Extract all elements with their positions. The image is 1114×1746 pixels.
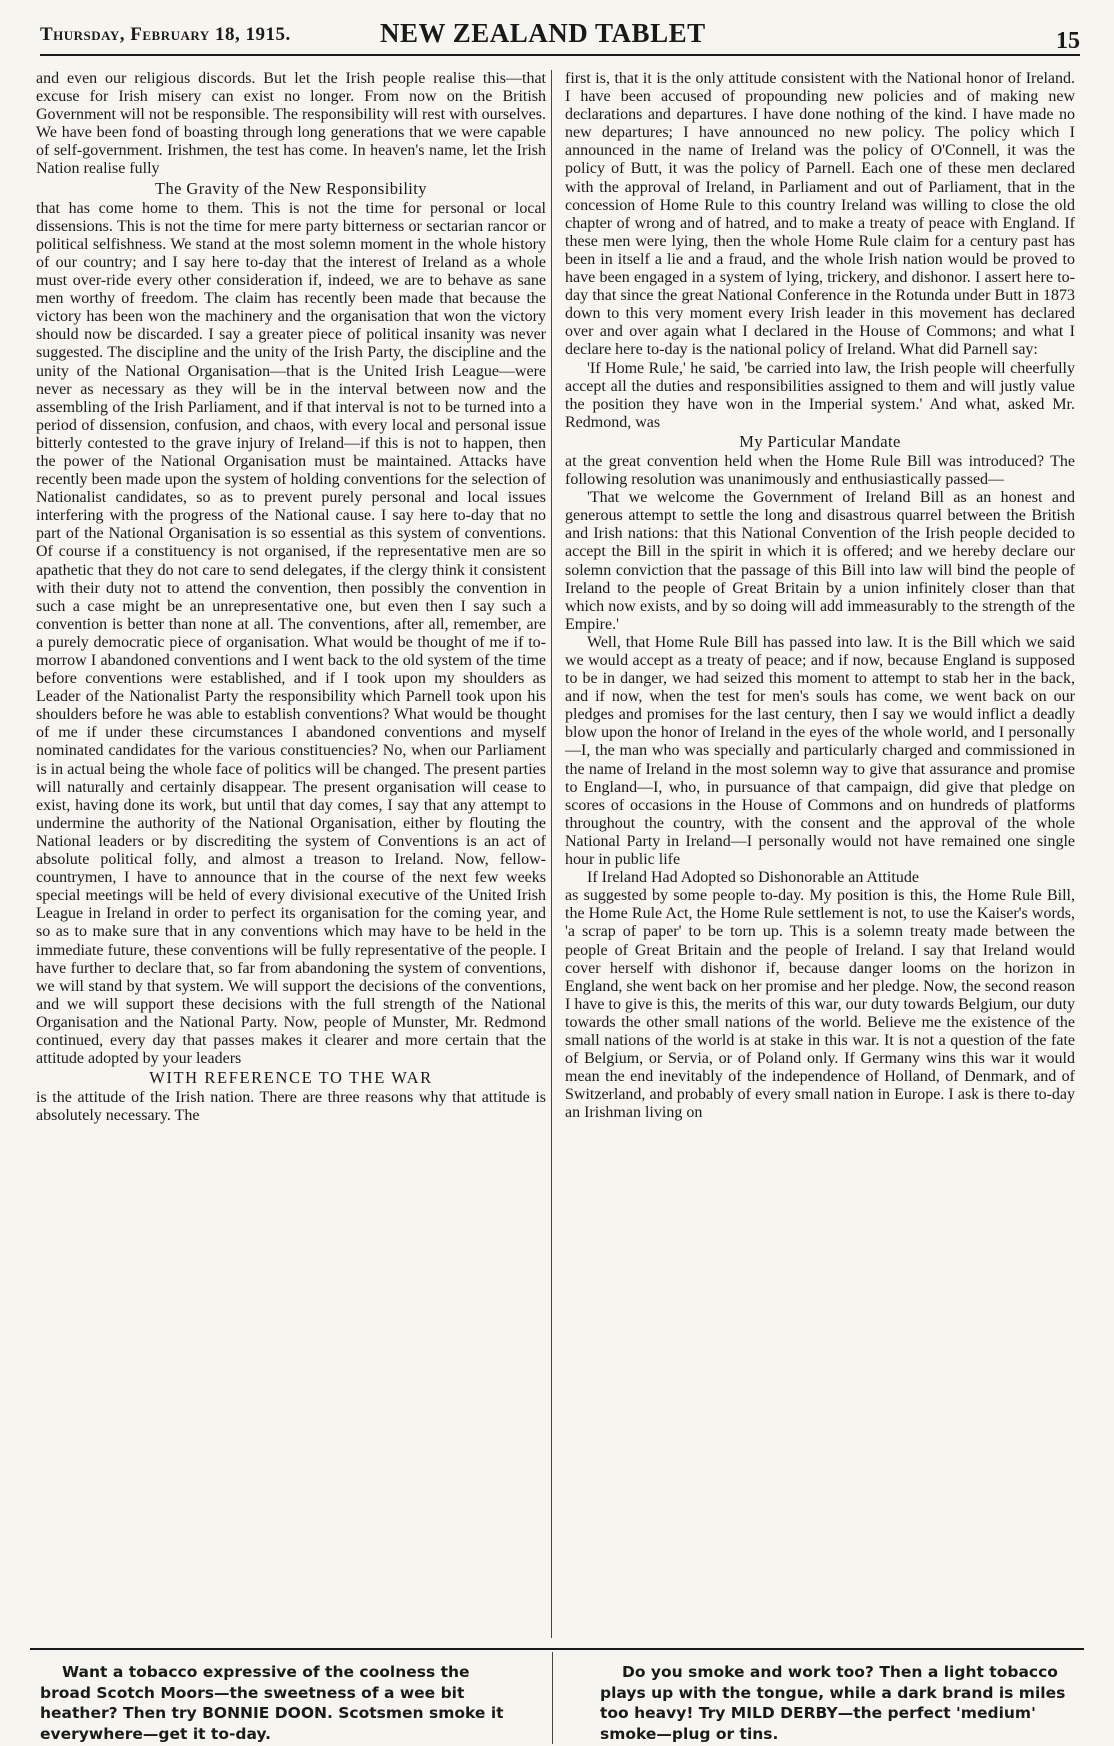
right-subheading-2: If Ireland Had Adopted so Dishonorable an Attitude [587, 869, 919, 887]
advert-mild-derby: Do you smoke and work too? Then a light tobacco plays up with the tongue, while a dark brand is miles too heavy! Try MILD DERBY—the perfect 'medium' smoke—plug or tins. [600, 1663, 1066, 1743]
left-column [36, 70, 546, 1638]
right-paragraph-1: first is, that it is the only attitude consistent with the National honor of Ireland. I have been accused of propounding new policies and of making new declarations and departures. I have done nothing of the kind. I have made no new departures; I have announced no new policy. The policy which I announced in the name of Ireland was the policy of O'Connell, it was the policy of Butt, it was the policy of Parnell. Each one of these men declared with the approval of Ireland, in Parliament and out of Parliament, that in the concession of Home Rule to this country Ireland was willing to close the old chapter of wrong and of hatred, and to make a treaty of peace with England. If these men were lying, then the whole Home Rule claim for a century past has been in itself a lie and a fraud, and the whole Irish nation would be proved to have been engaged in a system of lying, trickery, and dishonor. I assert here to-day that since the great National Conference in the Rotunda under Butt in 1873 down to this very moment every Irish leader in this movement has declared over and over again what I declared in the House of Commons; and what I declare here to-day is the national policy of Ireland. What did Parnell say: [565, 70, 1075, 359]
page-header [40, 14, 1080, 56]
right-paragraph-3: Well, that Home Rule Bill has passed into law. It is the Bill which we said we would accept as a treaty of peace; and if now, because England is supposed to be in danger, we had seized this moment to attempt to stab her in the back, and if now, when the test for men's souls has come, we went back on our pledges and promises for the last century, then I say we would inflict a deadly blow upon the honor of Ireland in the eyes of the whole world, and I personally—I, the man who was specially and particularly charged and commissioned in the name of Ireland in the most solemn way to give that assurance and promise to England—I, who, in pursuance of that campaign, did give that pledge on scores of occasions in the House of Commons and on hundreds of platforms throughout the country, with the consent and the approval of the whole National Party in Ireland—I personally would not have remained one single hour in public life [565, 633, 1075, 869]
advert-bonnie-doon: Want a tobacco expressive of the coolness the broad Scotch Moors—the sweetness of a wee bit heather? Then try BONNIE DOON. Scotsmen smoke it everywhere—get it to-day. [40, 1663, 504, 1743]
right-quote-2: 'That we welcome the Government of Ireland Bill as an honest and generous attempt to settle the long and disastrous quarrel between the British and Irish nations: that this National Convention of the Irish people decided to accept the Bill in the spirit in which it is offered; and we hereby declare our solemn conviction that the passage of this Bill into law will bind the people of Ireland to the people of Great Britain by a union infinitely closer than that which now exists, and by so doing will add immeasurably to the strength of the Empire.' [565, 489, 1075, 633]
right-quote-1: 'If Home Rule,' he said, 'be carried into law, the Irish people will cheerfully accept all the duties and responsibilities assigned to them and will justly value the position they have won in the Imperial system.' And what, asked Mr. Redmond, was [565, 359, 1075, 431]
left-subheading-1: The Gravity of the New Responsibility [155, 178, 427, 198]
advert-divider [552, 1652, 553, 1744]
right-column [565, 70, 1075, 1638]
right-paragraph-4: as suggested by some people to-day. My position is this, the Home Rule Bill, the Home Rule Act, the Home Rule settlement is not, to use the Kaiser's words, 'a scrap of paper' to be torn up. This is a solemn treaty made between the people of Great Britain and the people of Ireland. I say that Ireland would cover herself with dishonor if, because danger looms on the horizon in England, she went back on her promise and her pledge. Now, the second reason I have to give is this, the merits of this war, our duty towards Belgium, our duty towards the other small nations of the world. Believe me the existence of the small nations of the world is at stake in this war. It is not a question of the fate of Belgium, or Servia, or of Poland only. If Germany wins this war it would mean the end inevitably of the independence of Holland, of Denmark, and of Switzerland, and probably of every small nation in Europe. I ask is there to-day an Irishman living on [565, 887, 1075, 1122]
right-paragraph-2: at the great convention held when the Home Rule Bill was introduced? The following resolution was unanimously and enthusiastically passed— [565, 452, 1075, 489]
page-number: 15 [1056, 28, 1080, 54]
column-divider [551, 70, 552, 1638]
publication-title: NEW ZEALAND TABLET [380, 18, 706, 48]
left-paragraph-1: and even our religious discords. But let the Irish people realise this—that excuse for Irish misery can exist no longer. From now on the British Government will not be responsible. The responsibility will rest with ourselves. We have been fond of boasting through long generations that we were capable of self-government. Irishmen, the test has come. In heaven's name, let the Irish Nation realise fully [36, 70, 546, 178]
left-subheading-2: WITH REFERENCE TO THE WAR [149, 1068, 433, 1088]
right-subheading-1: My Particular Mandate [739, 431, 901, 451]
left-paragraph-3: is the attitude of the Irish nation. There are three reasons why that attitude is absolutely necessary. The [36, 1089, 546, 1125]
left-paragraph-2: that has come home to them. This is not the time for personal or local dissensions. This is not the time for mere party bitterness or sectarian rancor or political selfishness. We stand at the most solemn moment in the whole history of our country; and I say here to-day that the interest of Ireland as a whole must over-ride every other consideration if, indeed, we are to behave as sane men worthy of freedom. The claim has recently been made that because the victory has been won the machinery and the organisation that won the victory should now be discarded. I say a greater piece of political insanity was never suggested. The discipline and the unity of the Irish Party, the discipline and the unity of the National Organisation—that is the United Irish League—were never as necessary as they will be in the interval between now and the assembling of the Irish Parliament, and if that interval is not to be turned into a period of dissension, confusion, and chaos, with every local and personal issue bitterly contested to the grave injury of Ireland—if this is not to happen, then the power of the National Organisation must be maintained. Attacks have recently been made upon the system of holding conventions for the selection of Nationalist candidates, so as to prevent purely personal and local issues interfering with the progress of the National cause. I say here to-day that no part of the National Organisation is so essential as this system of conventions. Of course if a constituency is not organised, if the representative men are so apathetic that they do not care to send delegates, if the clergy think it consistent with their duty not to attend the convention, then possibly the convention in such a case might be an unrepresentative one, but even then I say such a convention is better than none at all. The conventions, after all, remember, are a purely democratic piece of organisation. What would be thought of me if to-morrow I abandoned conventions and I went back to the old system of the time before conventions were established, and if I took upon my shoulders as Leader of the Nationalist Party the responsibility which Parnell took upon his shoulders before he was able to establish conventions? What would be thought of me if under these circumstances I abandoned conventions and myself nominated candidates for the various constituencies? No, when our Parliament is in actual being the whole face of politics will be changed. The present parties will naturally and certainly disappear. The present organisation will cease to exist, having done its work, but until that day comes, I say that any attempt to undermine the authority of the National Organisation, either by flouting the National leaders or by discrediting the system of Conventions is an act of absolute political folly, and almost a treason to Ireland. Now, fellow-countrymen, I have to announce that in the course of the next few weeks special meetings will be held of every divisional executive of the United Irish League in Ireland in order to perfect its organisation for the coming year, and so as to make sure that in any conventions which may have to be held in the immediate future, these conventions will be fully representative of the people. I have further to declare that, so far from abandoning the system of conventions, we will stand by that system. We will support the decisions of the conventions, and we will support these decisions with the full strength of the National Organisation and the National Party. Now, people of Munster, Mr. Redmond continued, every day that passes makes it clearer and more certain that the attitude adopted by your leaders [36, 199, 546, 1068]
advert-rule [30, 1648, 1084, 1650]
issue-date: Thursday, February 18, 1915. [40, 24, 291, 45]
